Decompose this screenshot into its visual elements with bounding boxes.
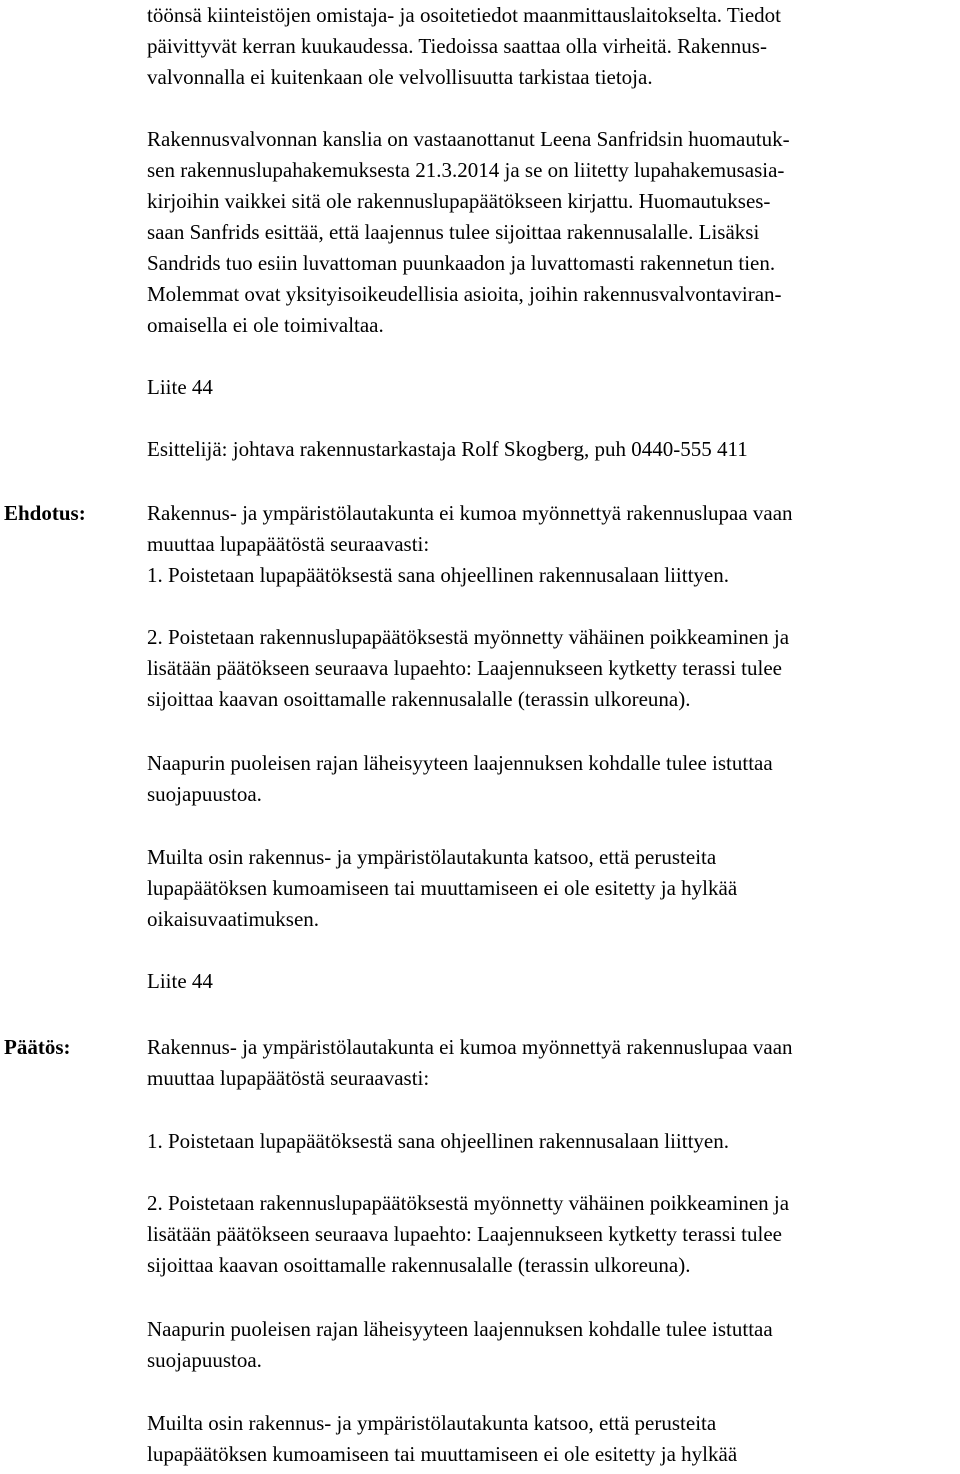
proposal-attachment-reference: Liite 44 [147,969,213,993]
notice-line: Molemmat ovat yksityisoikeudellisia asioita, joihin rakennusvalvontaviran- [147,282,782,306]
proposal-otherwise-line: oikaisuvaatimuksen. [147,907,320,931]
notice-line: sen rakennuslupahakemuksesta 21.3.2014 ja se on liitetty lupahakemusasia- [147,158,785,182]
proposal-item-1: 1. Poistetaan lupapäätöksestä sana ohjeellinen rakennusalaan liittyen. [147,563,729,587]
notice-line: saan Sanfrids esittää, että laajennus tulee sijoittaa rakennusalalle. Lisäksi [147,220,760,244]
decision-item-1: 1. Poistetaan lupapäätöksestä sana ohjeellinen rakennusalaan liittyen. [147,1129,729,1153]
proposal-item-2-line: sijoittaa kaavan osoittamalle rakennusalalle (terassin ulkoreuna). [147,687,691,711]
proposal-item-2-line: lisätään päätökseen seuraava lupaehto: Laajennukseen kytketty terassi tulee [147,656,782,680]
decision-intro-line: Rakennus- ja ympäristölautakunta ei kumoa myönnettyä rakennuslupaa vaan [147,1035,793,1059]
intro-line: päivittyvät kerran kuukaudessa. Tiedoissa saattaa olla virheitä. Rakennus- [147,34,767,58]
proposal-otherwise-line: lupapäätöksen kumoamiseen tai muuttamiseen ei ole esitetty ja hylkää [147,876,738,900]
intro-line: töönsä kiinteistöjen omistaja- ja osoitetiedot maanmittauslaitokselta. Tiedot [147,3,781,27]
decision-item-2-line: 2. Poistetaan rakennuslupapäätöksestä myönnetty vähäinen poikkeaminen ja [147,1191,790,1215]
presenter-line: Esittelijä: johtava rakennustarkastaja Rolf Skogberg, puh 0440-555 411 [147,437,748,461]
decision-label: Päätös: [4,1035,71,1059]
proposal-intro-line: Rakennus- ja ympäristölautakunta ei kumoa myönnettyä rakennuslupaa vaan [147,501,793,525]
decision-item-2-line: lisätään päätökseen seuraava lupaehto: Laajennukseen kytketty terassi tulee [147,1222,782,1246]
notice-line: Rakennusvalvonnan kanslia on vastaanottanut Leena Sanfridsin huomautuk- [147,127,790,151]
decision-neighbor-line: suojapuustoa. [147,1348,262,1372]
decision-otherwise-line: lupapäätöksen kumoamiseen tai muuttamiseen ei ole esitetty ja hylkää [147,1442,738,1466]
notice-line: kirjoihin vaikkei sitä ole rakennuslupapäätökseen kirjattu. Huomautukses- [147,189,771,213]
proposal-neighbor-line: suojapuustoa. [147,782,262,806]
proposal-label: Ehdotus: [4,501,86,525]
decision-item-2-line: sijoittaa kaavan osoittamalle rakennusalalle (terassin ulkoreuna). [147,1253,691,1277]
decision-otherwise-line: Muilta osin rakennus- ja ympäristölautakunta katsoo, että perusteita [147,1411,717,1435]
proposal-neighbor-line: Naapurin puoleisen rajan läheisyyteen laajennuksen kohdalle tulee istuttaa [147,751,773,775]
intro-line: valvonnalla ei kuitenkaan ole velvollisuutta tarkistaa tietoja. [147,65,653,89]
proposal-otherwise-line: Muilta osin rakennus- ja ympäristölautakunta katsoo, että perusteita [147,845,717,869]
attachment-reference: Liite 44 [147,375,213,399]
proposal-item-2-line: 2. Poistetaan rakennuslupapäätöksestä myönnetty vähäinen poikkeaminen ja [147,625,790,649]
notice-line: omaisella ei ole toimivaltaa. [147,313,384,337]
decision-neighbor-line: Naapurin puoleisen rajan läheisyyteen laajennuksen kohdalle tulee istuttaa [147,1317,773,1341]
proposal-intro-line: muuttaa lupapäätöstä seuraavasti: [147,532,430,556]
decision-intro-line: muuttaa lupapäätöstä seuraavasti: [147,1066,430,1090]
notice-line: Sandrids tuo esiin luvattoman puunkaadon ja luvattomasti rakennetun tien. [147,251,776,275]
